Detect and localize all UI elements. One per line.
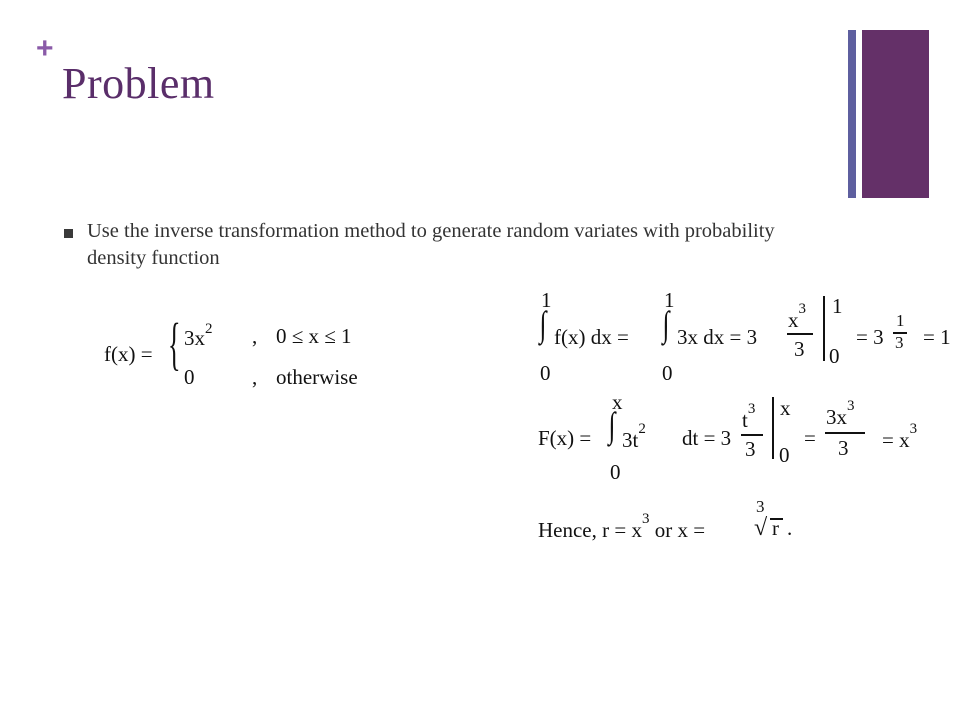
- int2-integrand: 3x dx = 3: [677, 325, 758, 349]
- fraction-bar: [741, 434, 763, 436]
- conclusion-text: Hence, $r = x^3$ or x =: [538, 511, 706, 542]
- int2-lower: 0: [662, 361, 673, 385]
- eq-after-eval: = 3: [856, 325, 884, 349]
- eval-upper: 1: [832, 294, 843, 318]
- slide-title: Problem: [62, 59, 215, 108]
- cdf-frac2-den: 3: [838, 436, 849, 460]
- eval-bar: [823, 296, 825, 361]
- radical-symbol: √: [754, 515, 768, 541]
- fraction-bar: [787, 333, 813, 335]
- case2-cond: otherwise: [276, 365, 358, 389]
- cdf-frac-den: 3: [745, 437, 756, 461]
- root-index: 3: [756, 497, 765, 516]
- frac-numerator: $x^3$: [788, 301, 806, 332]
- radicand: r: [772, 516, 779, 540]
- integral-sign: ∫: [662, 304, 670, 344]
- int1-integrand: f(x) dx =: [554, 325, 629, 349]
- cdf-result: = $x^3$: [882, 421, 918, 452]
- bullet-text: Use the inverse transformation method to generate random variates with probability density function: [87, 220, 775, 269]
- integral-sign: ∫: [539, 304, 547, 344]
- decorative-bar-thick: [862, 30, 929, 198]
- pdf-lhs: f(x) =: [104, 342, 153, 366]
- small-frac-num: 1: [896, 311, 905, 330]
- integral-normalization: [538, 288, 951, 385]
- decorative-bar-thin: [848, 30, 856, 198]
- int1-result: = 1: [923, 325, 951, 349]
- cdf-dt: dt = 3: [682, 426, 732, 450]
- cdf-lhs: F(x) =: [538, 426, 592, 450]
- pdf-definition: [104, 311, 384, 396]
- eval-bar: [772, 397, 774, 459]
- cdf-frac2-num: $3x^3$: [826, 398, 855, 429]
- frac-denominator: 3: [794, 337, 805, 361]
- period: .: [787, 516, 793, 540]
- case2-sep: ,: [252, 365, 258, 389]
- cdf-derivation: [538, 392, 938, 482]
- int1-lower: 0: [540, 361, 551, 385]
- cdf-lower: 0: [610, 460, 621, 484]
- cdf-eq1: =: [804, 426, 816, 450]
- cdf-frac-num: $t^3$: [742, 401, 756, 432]
- case2-expr: 0: [184, 365, 195, 389]
- int2-upper: 1: [664, 288, 675, 312]
- brace-symbol: {: [168, 311, 181, 376]
- cdf-eval-upper: x: [780, 396, 791, 420]
- plus-icon: +: [36, 32, 54, 65]
- bullet-item: [64, 218, 834, 272]
- case1-cond: 0 ≤ x ≤ 1: [276, 324, 352, 348]
- cdf-upper: x: [612, 390, 623, 414]
- fraction-bar: [825, 432, 865, 434]
- conclusion-line: [538, 498, 838, 548]
- cdf-eval-lower: 0: [779, 443, 790, 467]
- bullet-square-icon: [64, 229, 73, 238]
- int1-upper: 1: [541, 288, 552, 312]
- small-frac-den: 3: [895, 333, 904, 352]
- eval-lower: 0: [829, 344, 840, 368]
- integral-sign: ∫: [608, 405, 616, 445]
- cdf-integrand: $3t^2$: [622, 421, 646, 452]
- case1-expr: $3x^2$: [184, 321, 213, 350]
- case1-sep: ,: [252, 324, 258, 348]
